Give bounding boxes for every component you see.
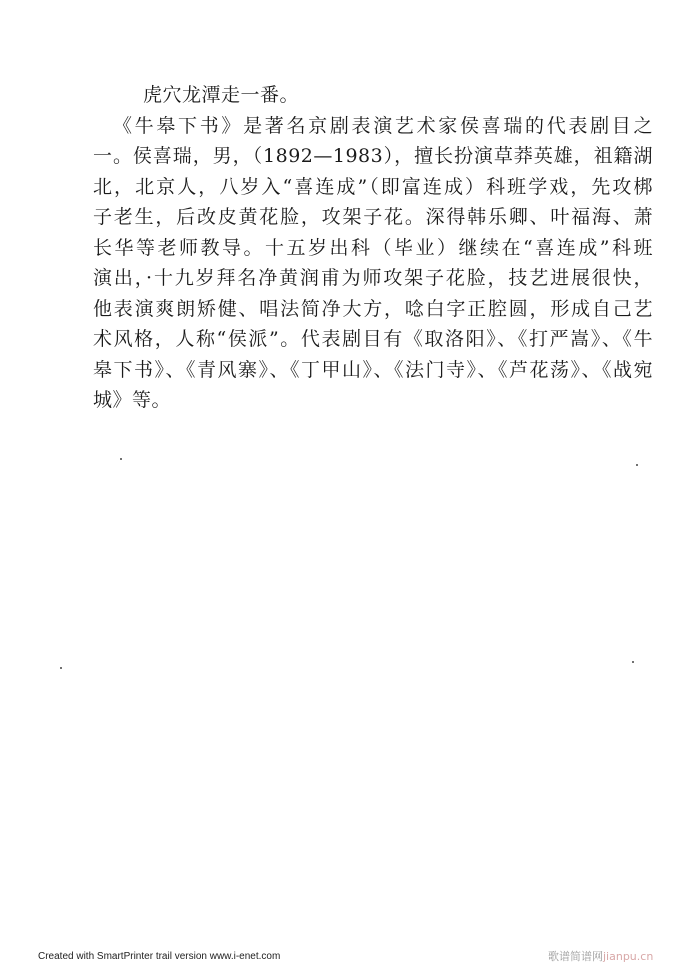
text-line: 子老生，后改皮黄花脸，攻架子花。深得韩乐卿、叶福海、萧 [93, 206, 653, 228]
text-line: 虎穴龙潭走一番。 [143, 84, 300, 106]
text-line: 《牛皋下书》是著名京剧表演艺术家侯喜瑞的代表剧目之 [113, 114, 653, 137]
text-line: 长华等老师教导。十五岁出科（毕业）继续在“喜连成”科班 [93, 236, 653, 259]
scan-speck [636, 464, 638, 466]
text-line: 北，北京人，八岁入“喜连成”（即富连成）科班学戏，先攻梆 [93, 175, 653, 198]
text-line: 术风格，人称“侯派”。代表剧目有《取洛阳》、《打严嵩》、《牛 [93, 328, 653, 350]
text-line: 演出，·十九岁拜名净黄润甫为师攻架子花脸，技艺进展很快， [93, 267, 653, 289]
text-line: 一。侯喜瑞，男，（1892—1983），擅长扮演草莽英雄，祖籍湖 [93, 145, 653, 167]
scan-speck [632, 661, 634, 663]
scan-speck [60, 667, 62, 669]
text-line: 城》等。 [93, 389, 172, 411]
body-text [93, 80, 653, 416]
watermark-right [548, 948, 653, 964]
watermark-left: Created with SmartPrinter trail version www.i-enet.com [38, 951, 281, 962]
scan-speck [120, 458, 122, 460]
watermark-site-name: 歌谱简谱网 [548, 950, 603, 963]
watermark-site-url: jianpu.cn [603, 950, 654, 963]
text-line: 皋下书》、《青风寨》、《丁甲山》、《法门寺》、《芦花荡》、《战宛 [93, 358, 653, 381]
text-line: 他表演爽朗矫健、唱法简净大方，唸白字正腔圆，形成自己艺 [93, 297, 653, 320]
